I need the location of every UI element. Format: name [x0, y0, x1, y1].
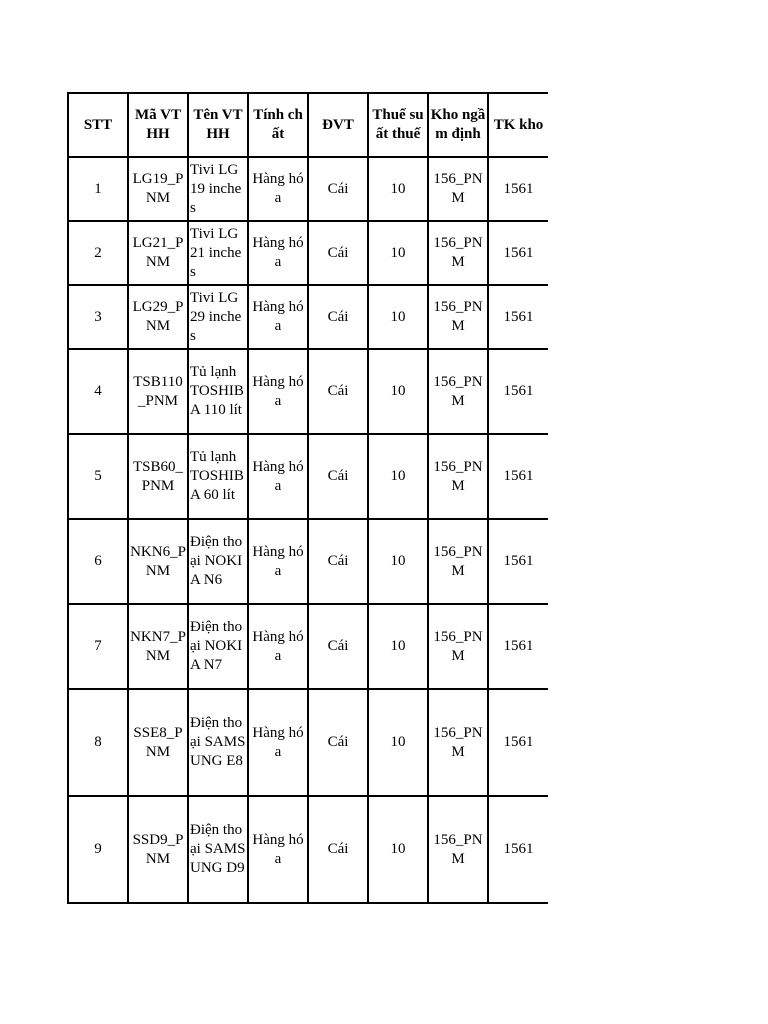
cell-ma: TSB60_PNM	[128, 434, 188, 519]
cell-dvt: Cái	[308, 604, 368, 689]
cell-kho: 156_PNM	[428, 221, 488, 285]
cell-tinh-chat: Hàng hóa	[248, 689, 308, 796]
cell-ma: SSD9_PNM	[128, 796, 188, 903]
cell-tinh-chat: Hàng hóa	[248, 349, 308, 434]
header-ma-vthh: Mã VTHH	[128, 93, 188, 157]
cell-stt: 5	[68, 434, 128, 519]
cell-tinh-chat: Hàng hóa	[248, 796, 308, 903]
cell-ten: Điện thoại SAMSUNG D9	[188, 796, 248, 903]
cell-ten: Tivi LG 21 inches	[188, 221, 248, 285]
cell-dvt: Cái	[308, 796, 368, 903]
table-row	[68, 689, 548, 796]
cell-ma: NKN6_PNM	[128, 519, 188, 604]
table-row	[68, 221, 548, 285]
cell-tinh-chat: Hàng hóa	[248, 434, 308, 519]
cell-ma: LG21_PNM	[128, 221, 188, 285]
header-thue-suat: Thuế suất thuế	[368, 93, 428, 157]
cell-ten: Tivi LG 19 inches	[188, 157, 248, 221]
cell-kho: 156_PNM	[428, 434, 488, 519]
cell-tk: 1561	[488, 434, 548, 519]
cell-tk: 1561	[488, 689, 548, 796]
cell-kho: 156_PNM	[428, 157, 488, 221]
inventory-table-sheet	[67, 92, 548, 904]
cell-kho: 156_PNM	[428, 689, 488, 796]
header-ten-vthh: Tên VTHH	[188, 93, 248, 157]
cell-tinh-chat: Hàng hóa	[248, 604, 308, 689]
cell-thue: 10	[368, 604, 428, 689]
cell-tk: 1561	[488, 157, 548, 221]
table-row	[68, 796, 548, 903]
cell-tk: 1561	[488, 796, 548, 903]
cell-dvt: Cái	[308, 157, 368, 221]
cell-dvt: Cái	[308, 519, 368, 604]
header-tinh-chat: Tính chất	[248, 93, 308, 157]
cell-kho: 156_PNM	[428, 604, 488, 689]
header-kho: Kho ngầm định	[428, 93, 488, 157]
cell-ma: LG19_PNM	[128, 157, 188, 221]
header-stt: STT	[68, 93, 128, 157]
cell-thue: 10	[368, 285, 428, 349]
cell-tinh-chat: Hàng hóa	[248, 519, 308, 604]
header-row	[68, 93, 548, 157]
cell-thue: 10	[368, 349, 428, 434]
cell-tinh-chat: Hàng hóa	[248, 157, 308, 221]
cell-tk: 1561	[488, 604, 548, 689]
table-row	[68, 157, 548, 221]
cell-ten: Điện thoại NOKIA N6	[188, 519, 248, 604]
header-dvt: ĐVT	[308, 93, 368, 157]
cell-dvt: Cái	[308, 434, 368, 519]
cell-ten: Tủ lạnh TOSHIBA 60 lít	[188, 434, 248, 519]
cell-tk: 1561	[488, 519, 548, 604]
cell-ten: Điện thoại NOKIA N7	[188, 604, 248, 689]
cell-stt: 4	[68, 349, 128, 434]
cell-stt: 1	[68, 157, 128, 221]
table-row	[68, 434, 548, 519]
cell-kho: 156_PNM	[428, 349, 488, 434]
cell-kho: 156_PNM	[428, 519, 488, 604]
cell-thue: 10	[368, 434, 428, 519]
cell-thue: 10	[368, 157, 428, 221]
cell-stt: 7	[68, 604, 128, 689]
cell-thue: 10	[368, 221, 428, 285]
cell-ten: Điện thoại SAMSUNG E8	[188, 689, 248, 796]
cell-tinh-chat: Hàng hóa	[248, 221, 308, 285]
cell-dvt: Cái	[308, 349, 368, 434]
cell-thue: 10	[368, 689, 428, 796]
table-row	[68, 285, 548, 349]
cell-stt: 2	[68, 221, 128, 285]
cell-stt: 6	[68, 519, 128, 604]
cell-thue: 10	[368, 796, 428, 903]
cell-stt: 9	[68, 796, 128, 903]
cell-dvt: Cái	[308, 689, 368, 796]
cell-dvt: Cái	[308, 221, 368, 285]
cell-ma: TSB110_PNM	[128, 349, 188, 434]
cell-ma: SSE8_PNM	[128, 689, 188, 796]
table-row	[68, 519, 548, 604]
header-tk-kho: TK kho	[488, 93, 548, 157]
cell-tk: 1561	[488, 285, 548, 349]
cell-ten: Tủ lạnh TOSHIBA 110 lít	[188, 349, 248, 434]
cell-ma: LG29_PNM	[128, 285, 188, 349]
cell-stt: 8	[68, 689, 128, 796]
cell-kho: 156_PNM	[428, 796, 488, 903]
cell-tinh-chat: Hàng hóa	[248, 285, 308, 349]
cell-tk: 1561	[488, 221, 548, 285]
table-row	[68, 604, 548, 689]
cell-dvt: Cái	[308, 285, 368, 349]
table-row	[68, 349, 548, 434]
cell-ten: Tivi LG 29 inches	[188, 285, 248, 349]
cell-ma: NKN7_PNM	[128, 604, 188, 689]
inventory-table	[67, 92, 548, 904]
cell-stt: 3	[68, 285, 128, 349]
cell-thue: 10	[368, 519, 428, 604]
cell-tk: 1561	[488, 349, 548, 434]
cell-kho: 156_PNM	[428, 285, 488, 349]
